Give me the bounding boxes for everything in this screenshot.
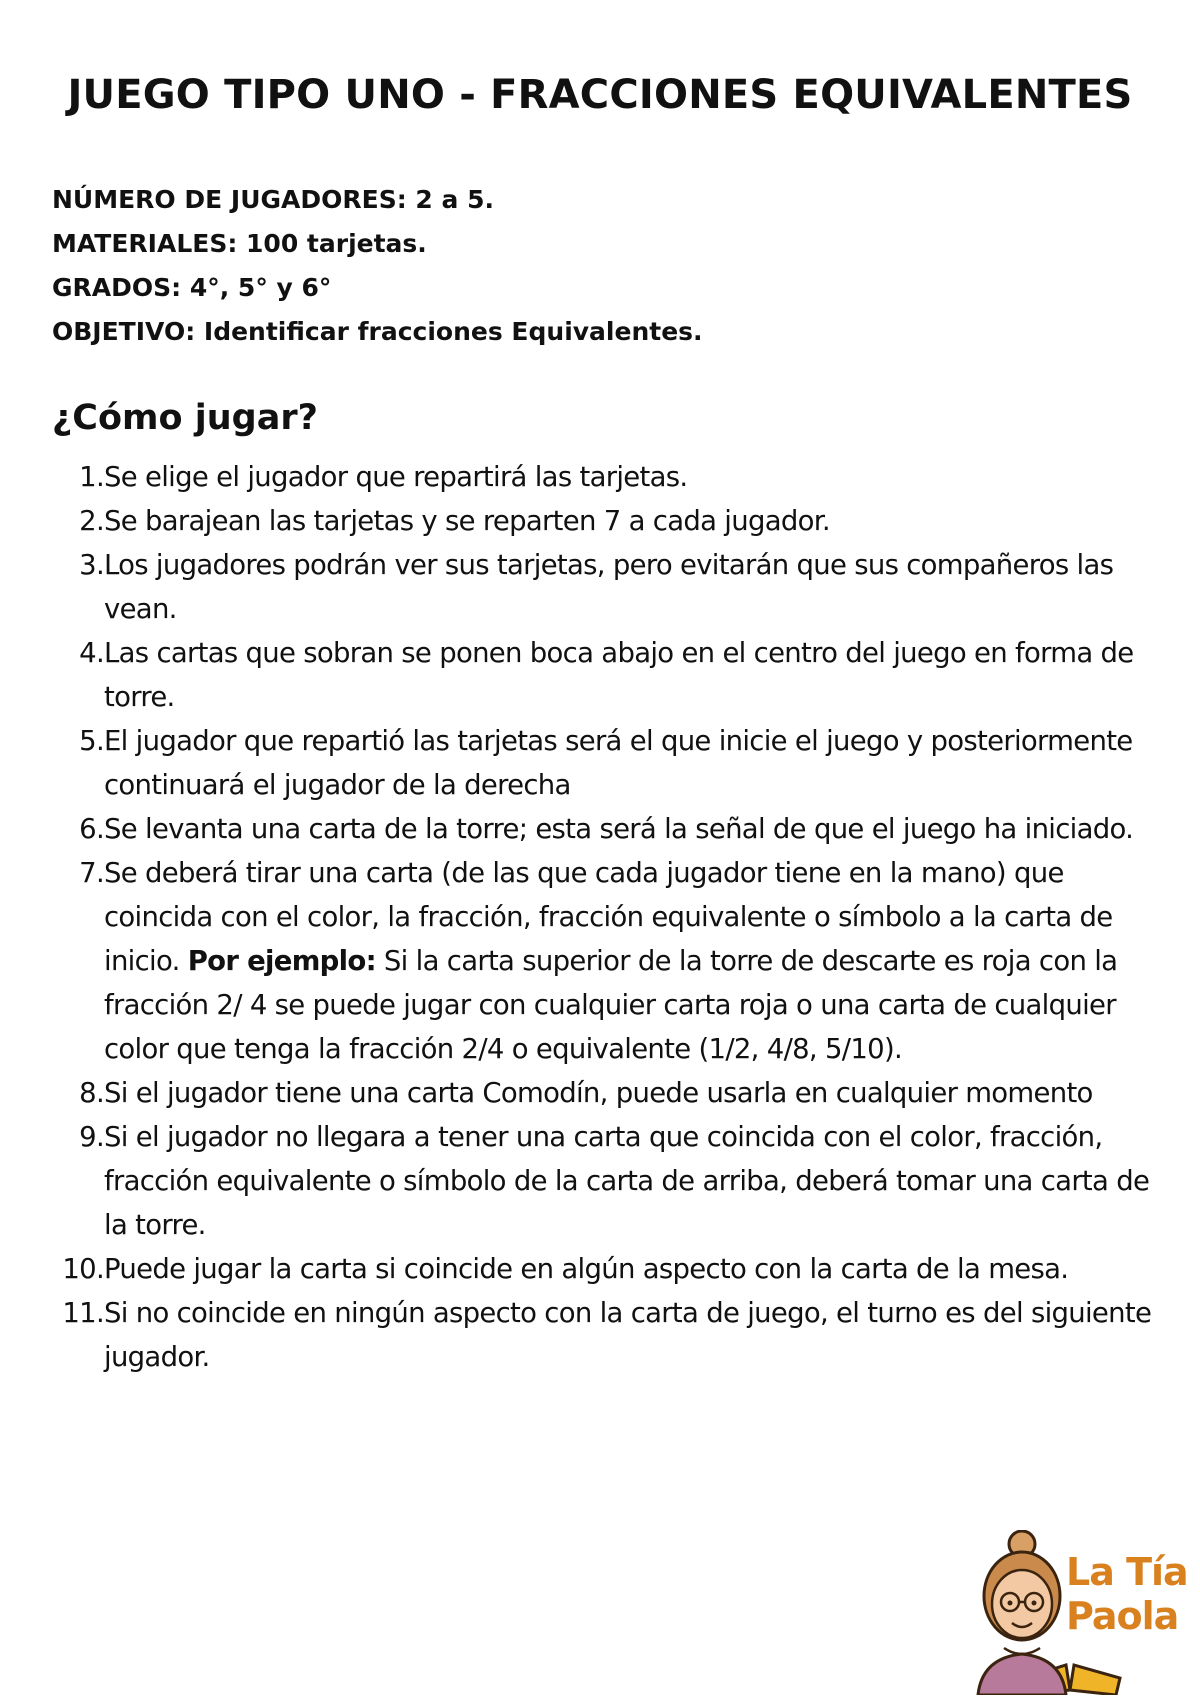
list-item (0, 1291, 1170, 1379)
step-number: 1. (79, 461, 104, 493)
step-text (104, 851, 1170, 1071)
step-number: 10. (62, 1253, 104, 1285)
step-number: 8. (79, 1077, 104, 1109)
steps-list (0, 455, 1170, 1379)
step-text: Puede jugar la carta si coincide en algún aspecto con la carta de la mesa. (104, 1253, 1069, 1285)
step-number: 9. (79, 1121, 104, 1153)
step-number: 2. (79, 505, 104, 537)
step-number: 11. (62, 1297, 104, 1329)
step-text: Se elige el jugador que repartirá las tarjetas. (104, 461, 688, 493)
logo-line-2: Paola (1066, 1594, 1179, 1638)
step-number: 4. (79, 637, 104, 669)
list-item (0, 455, 1170, 499)
step-number: 3. (79, 549, 104, 581)
step-text: El jugador que repartió las tarjetas será el que inicie el juego y posteriormente continuará el jugador de la derecha (104, 725, 1133, 801)
step-number: 5. (79, 725, 104, 757)
step-text: Si el jugador tiene una carta Comodín, puede usarla en cualquier momento (104, 1077, 1093, 1109)
step-number: 6. (79, 813, 104, 845)
page-title: JUEGO TIPO UNO - FRACCIONES EQUIVALENTES (67, 72, 1133, 118)
logo-text (1066, 1550, 1188, 1638)
players-info: NÚMERO DE JUGADORES: 2 a 5. (52, 185, 494, 214)
step-text: Las cartas que sobran se ponen boca abajo en el centro del juego en forma de torre. (104, 637, 1134, 713)
list-item (0, 1071, 1170, 1115)
step-number: 7. (79, 857, 104, 889)
step-text: Si no coincide en ningún aspecto con la carta de juego, el turno es del siguiente jugador. (104, 1297, 1152, 1373)
list-item (0, 719, 1170, 807)
step-text-part: Si la carta superior de la torre de descarte es roja con la fracción 2/ 4 se puede jugar con cualquier carta roja o una carta de cualquier color que tenga la fracción 2/4 o equivalente (1/2, 4/8, 5/10). (104, 945, 1118, 1065)
objective-info: OBJETIVO: Identificar fracciones Equivalentes. (52, 317, 703, 346)
step-text-part: Se deberá tirar una carta (de las que cada jugador tiene en la mano) que coincida con el color, la fracción, fracción equivalente o símbolo a la carta de inicio. (104, 857, 1113, 977)
list-item (0, 1247, 1170, 1291)
list-item (0, 543, 1170, 631)
how-to-play-heading: ¿Cómo jugar? (52, 398, 318, 438)
logo-line-1: La Tía (1066, 1550, 1188, 1594)
step-text: Los jugadores podrán ver sus tarjetas, pero evitarán que sus compañeros las vean. (104, 549, 1114, 625)
list-item (0, 1115, 1170, 1247)
step-text: Se levanta una carta de la torre; esta será la señal de que el juego ha iniciado. (104, 813, 1134, 845)
step-text: Si el jugador no llegara a tener una carta que coincida con el color, fracción, fracción equivalente o símbolo de la carta de arriba, deberá tomar una carta de la torre. (104, 1121, 1150, 1241)
list-item (0, 631, 1170, 719)
grades-info: GRADOS: 4°, 5° y 6° (52, 273, 332, 302)
step-text: Se barajean las tarjetas y se reparten 7 a cada jugador. (104, 505, 830, 537)
example-label: Por ejemplo: (187, 945, 376, 977)
game-info (52, 178, 703, 354)
list-item (0, 499, 1170, 543)
list-item (0, 851, 1170, 1071)
grandma-avatar (978, 1531, 1066, 1695)
list-item (0, 807, 1170, 851)
materials-info: MATERIALES: 100 tarjetas. (52, 229, 427, 258)
